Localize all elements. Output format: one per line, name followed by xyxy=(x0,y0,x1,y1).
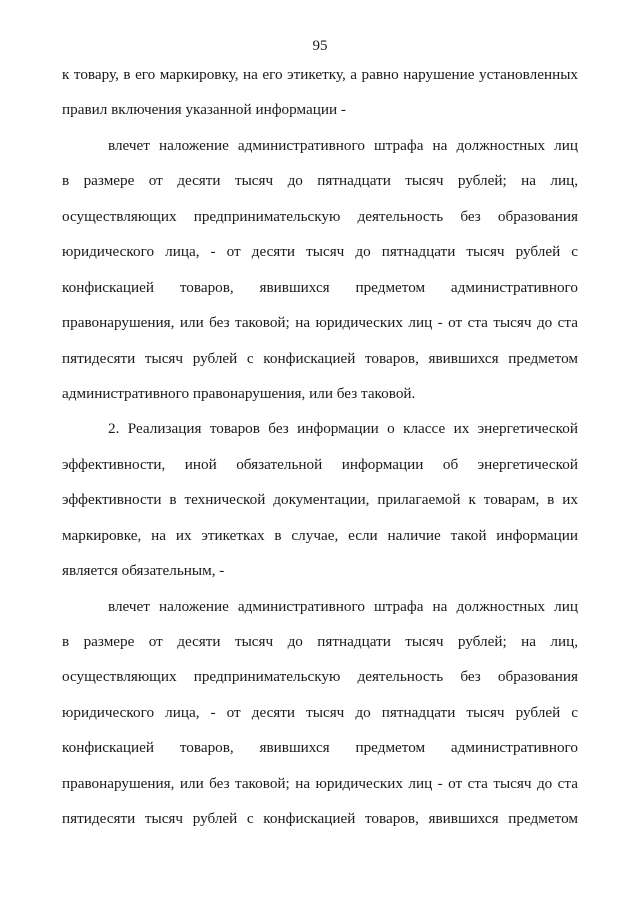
text-line: к товару, в его маркировку, на его этикетку, а равно нарушение установленных xyxy=(62,66,578,83)
text-line: правонарушения, или без таковой; на юридических лиц - от ста тысяч до ста xyxy=(62,774,578,792)
text-line: является обязательным, - xyxy=(62,562,225,580)
text-line: влечет наложение административного штрафа на должностных лиц xyxy=(108,136,578,154)
text-line: осуществляющих предпринимательскую деятельность без образования xyxy=(62,668,578,686)
text-line: юридического лица, - от десяти тысяч до пятнадцати тысяч рублей с xyxy=(62,703,578,721)
text-line: в размере от десяти тысяч до пятнадцати тысяч рублей; на лиц, xyxy=(62,633,578,650)
text-line: осуществляющих предпринимательскую деятельность без образования xyxy=(62,207,578,225)
text-line: юридического лица, - от десяти тысяч до пятнадцати тысяч рублей с xyxy=(62,243,578,261)
text-line: правил включения указанной информации - xyxy=(62,101,346,119)
text-line: пятидесяти тысяч рублей с конфискацией товаров, явившихся предметом xyxy=(62,349,578,367)
text-line: пятидесяти тысяч рублей с конфискацией товаров, явившихся предметом xyxy=(62,810,578,828)
text-line: конфискацией товаров, явившихся предметом административного xyxy=(62,739,578,757)
text-line: правонарушения, или без таковой; на юридических лиц - от ста тысяч до ста xyxy=(62,314,578,332)
text-line: конфискацией товаров, явившихся предметом административного xyxy=(62,278,578,296)
document-body xyxy=(62,64,578,844)
text-line: эффективности в технической документации, прилагаемой к товарам, в их xyxy=(62,491,578,509)
text-line: в размере от десяти тысяч до пятнадцати тысяч рублей; на лиц, xyxy=(62,172,578,190)
text-line: 2. Реализация товаров без информации о классе их энергетической xyxy=(108,420,578,438)
text-line: маркировке, на их этикетках в случае, если наличие такой информации xyxy=(62,526,578,544)
text-line: административного правонарушения, или без таковой. xyxy=(62,384,416,402)
page-number: 95 xyxy=(312,38,328,54)
text-line: влечет наложение административного штрафа на должностных лиц xyxy=(108,597,578,615)
text-line: эффективности, иной обязательной информации об энергетической xyxy=(62,455,578,473)
